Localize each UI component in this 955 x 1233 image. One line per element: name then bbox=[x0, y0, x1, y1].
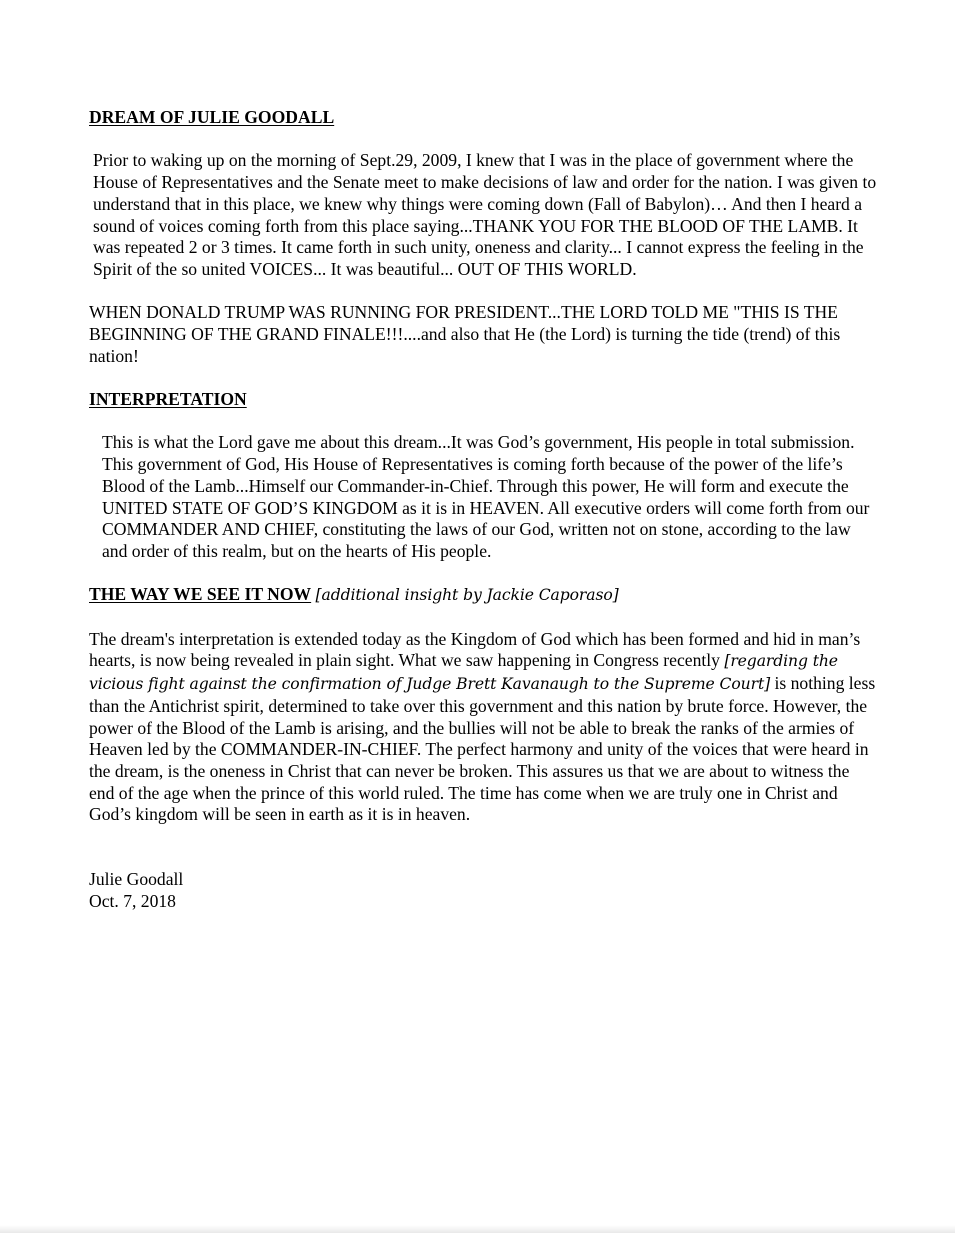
insight-italic: [regarding the vicious fight against the confirmation of Judge Brett Kavanaugh to the Supreme Court] bbox=[89, 652, 838, 694]
document-body bbox=[89, 107, 879, 913]
way-heading-line bbox=[89, 584, 879, 607]
trump-paragraph: WHEN DONALD TRUMP WAS RUNNING FOR PRESIDENT...THE LORD TOLD ME "THIS IS THE BEGINNING OF THE GRAND FINALE!!!....and also that He (the Lord) is turning the tide (trend) of this nation! bbox=[89, 302, 841, 366]
spacer bbox=[89, 281, 879, 303]
spacer bbox=[89, 848, 879, 870]
dream-paragraph: Prior to waking up on the morning of Sept.29, 2009, I knew that I was in the place of government where the House of Representatives and the Senate meet to make decisions of law and order for the nation. I was given to understand that in this place, we knew why things were coming down (Fall of Babylon)… And then I heard a sound of voices coming forth from this place saying...THANK YOU FOR THE BLOOD OF THE LAMB. It was repeated 2 or 3 times. It came forth in such unity, oneness and clarity... I cannot express the feeling in the Spirit of the so united VOICES... It was beautiful... OUT OF THIS WORLD. bbox=[93, 150, 877, 279]
way-heading: THE WAY WE SEE IT NOW bbox=[89, 584, 312, 605]
signature-name: Julie Goodall bbox=[89, 869, 184, 890]
spacer bbox=[89, 607, 879, 629]
spacer bbox=[89, 367, 879, 389]
page-bottom-edge bbox=[0, 1225, 955, 1233]
interpretation-heading: INTERPRETATION bbox=[89, 389, 247, 410]
spacer bbox=[89, 563, 879, 585]
spacer bbox=[89, 129, 879, 151]
spacer bbox=[89, 411, 879, 433]
spacer bbox=[89, 826, 879, 848]
insight-text-1: The dream's interpretation is extended today as the Kingdom of God which has been formed and hid in man’s hearts, is now being revealed in plain sight. What we saw happening in Congress recently bbox=[89, 628, 861, 671]
signature-date: Oct. 7, 2018 bbox=[89, 891, 176, 912]
document-title: DREAM OF JULIE GOODALL bbox=[89, 107, 335, 127]
interpretation-paragraph: This is what the Lord gave me about this dream...It was God’s government, His people in total submission. This government of God, His House of Representatives is coming forth because of the power of the life’s Blood of the Lamb...Himself our Commander-in-Chief. Through this power, He will form and execute the UNITED STATE OF GOD’S KINGDOM as it is in HEAVEN. All executive orders will come forth from our COMMANDER AND CHIEF, constituting the laws of our God, written not on stone, according to the law and order of this realm, but on the hearts of His people. bbox=[102, 432, 870, 561]
way-heading-note: [additional insight by Jackie Caporaso] bbox=[315, 586, 619, 605]
insight-paragraph bbox=[89, 629, 879, 826]
insight-text-2: is nothing less than the Antichrist spirit, determined to take over this government and this nation by brute force. However, the power of the Blood of the Lamb is arising, and the bullies will not be able to break the ranks of the armies of Heaven led by the COMMANDER-IN-CHIEF. The perfect harmony and unity of the voices that were heard in the dream, is the oneness in Christ that can never be broken. This assures us that we are about to witness the end of the age when the prince of this world ruled. The time has come when we are truly one in Christ and God’s kingdom will be seen in earth as it is in heaven. bbox=[89, 673, 876, 825]
